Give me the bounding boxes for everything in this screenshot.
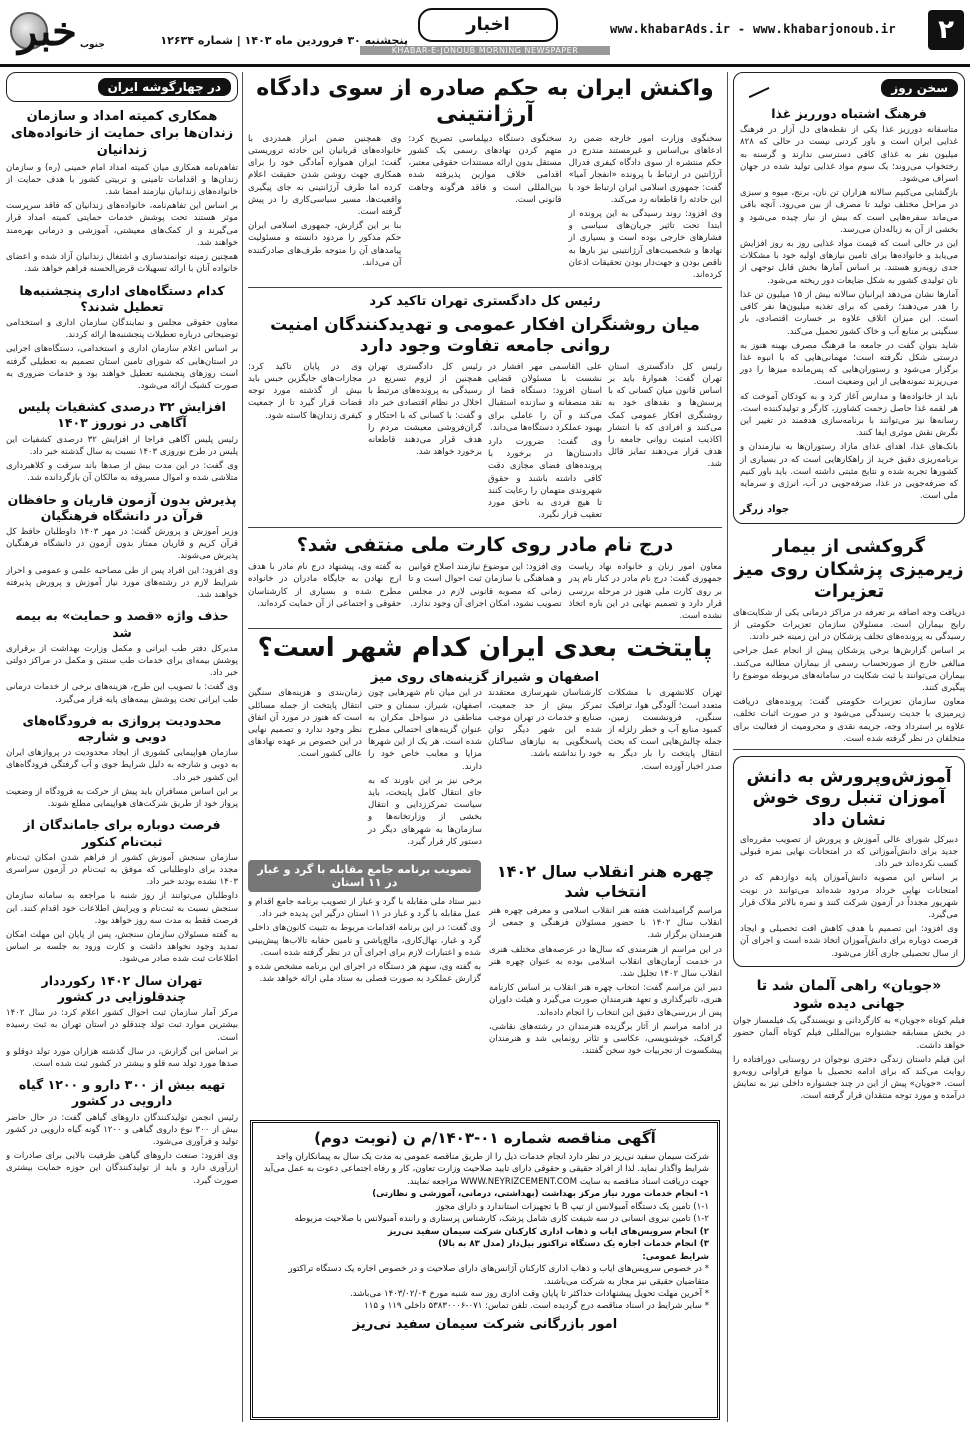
section-header: در چهارگوشه ایران <box>98 78 231 96</box>
paragraph: به گفته مسئولان سازمان سنجش، پس از پایان این مهلت امکان تمدید وجود نخواهد داشت و کارت ورود به جلسه بر اساس اطلاعات ثبت شده صادر می‌شود. <box>6 930 238 965</box>
tender-ad <box>250 1120 720 1420</box>
ad-item: ۱-۲) تامین نیروی انسانی در سه شیفت کاری شامل پزشک، کارشناس پرستاری و راننده آمبولانس با صلاحیت مربوطه <box>294 1214 709 1225</box>
headline: پذیرش بدون آزمون قاریان و حافظان قرآن در دانشگاه فرهنگیان <box>7 491 237 523</box>
paragraph: دریافت وجه اضافه بر تعرفه در مراکز درمانی یکی از شکایت‌های رایج بیماران است. مسئولان سازمان تعزیرات حکومتی از رسیدگی به پرونده‌های تخلف پزشکان در این زمینه خبر دادند. <box>733 607 965 643</box>
editorial-header: سخن روز <box>881 79 958 97</box>
article-body <box>733 607 965 745</box>
article-body <box>6 643 238 706</box>
paragraph: رئیس کل دادگستری تهران همچنین از لزوم تسریع در رسیدگی به پرونده‌های مرتبط با اخلال در نظام اقتصادی خبر داد و گفت: با کسانی که با احتکار و گران‌فروشی معیشت مردم را هدف قرار می‌دهند قاطعانه برخورد خواهد شد. <box>368 361 482 458</box>
paragraph: وی افزود: این موضوع نیازمند اصلاح قوانین و هماهنگی با سازمان ثبت احوال است و تا زمانی که مصوبه قانونی لازم در مجلس تصویب نشود، امکان اجرای آن وجود ندارد. <box>408 562 562 609</box>
paragraph: مدیرکل دفتر طب ایرانی و مکمل وزارت بهداشت از برقراری پوشش بیمه‌ای برای خدمات طب سنتی و مکمل در مراکز دولتی خبر داد. <box>6 643 238 679</box>
ad-item: ۱-۱) تامین یک دستگاه آمبولانس از تیپ B با تجهیزات استاندارد و دارای مجوز <box>436 1201 709 1212</box>
headline-bar: تصویب برنامه جامع مقابله با گرد و غبار در ۱۱ استان <box>248 860 481 892</box>
headline: چهره هنر انقلاب سال ۱۴۰۲ انتخاب شد <box>496 861 715 901</box>
article-body <box>6 1007 238 1070</box>
website-urls[interactable]: www.khabarAds.ir - www.khabarjonoub.ir <box>610 22 896 36</box>
logo-subtext: جنوب <box>80 40 105 50</box>
divider <box>248 628 722 629</box>
headline: فرصت دوباره برای جاماندگان از ثبت‌نام کنکور <box>23 817 221 849</box>
paragraph: دبیرکل شورای عالی آموزش و پرورش از تصویب مقرره‌ای جدید برای دانش‌آموزانی که در امتحانات نهایی نمره قبولی کسب نکرده‌اند خبر داد. <box>740 834 958 870</box>
paragraph: باید از خانواده‌ها و مدارس آغاز کرد و به کودکان آموخت که هر لقمه غذا حاصل زحمت کشاورز، کارگر و تولیدکننده است. رسانه‌ها نیز می‌توانند با برنامه‌سازی هدفمند در تغییر این نگرش نقش موثری ایفا کنند. <box>740 391 958 439</box>
ad-body <box>261 1151 709 1313</box>
article-body <box>740 834 958 960</box>
headline: گروکشی از بیمار زیرمیزی پزشکان روی میز تعزیرات <box>734 536 964 603</box>
column-divider <box>242 72 243 1422</box>
article-body <box>6 1112 238 1187</box>
english-masthead: KHABAR-E-JONOUB MORNING NEWSPAPER <box>360 46 610 55</box>
paragraph: متاسفانه دورریز غذا یکی از نقطه‌های دل آزار در فرهنگ غذایی ایران است و باور کردنی نیست در حالی که ۸۲۸ میلیون نفر به غذای کافی دسترسی ندارند و گرسنه به رختخواب می‌روند؛ یک سوم مواد غذایی تولید شده در جهان اسراف می‌شود. <box>740 125 958 185</box>
paragraph: در این میان نام شهرهایی چون اصفهان، شیراز، سمنان و حتی مناطقی در سواحل مکران به عنوان گزینه‌های احتمالی مطرح شده است. هر یک از این شهرها مزایا و معایب خاص خود را دارند. <box>368 688 482 772</box>
editorial-body <box>740 124 958 502</box>
article-body <box>733 1015 965 1102</box>
headline: تهران سال ۱۴۰۲ رکورددار چندقلوزایی در کشور <box>41 972 203 1004</box>
paragraph: این فیلم داستان زندگی دختری نوجوان در روستایی دورافتاده را روایت می‌کند که برای ادامه تحصیل با موانع فراوانی روبه‌رو است. «جویان» پیش از این در چند جشنواره داخلی نیز به نمایش درآمده و مورد توجه منتقدان قرار گرفته است. <box>733 1054 965 1102</box>
article-body <box>489 905 722 1057</box>
ad-item: ۳) انجام خدمات اجاره یک دستگاه تراکتور بیل‌دار (مدل ۸۳ به بالا) <box>438 1239 709 1250</box>
paragraph: بر اساس این مصوبه دانش‌آموزان پایه دوازدهم که در امتحانات نهایی خرداد مردود شده‌اند می‌توانند در نوبت شهریور مجدداً در آزمون شرکت کنند و نمره بالاتر ملاک قرار می‌گیرد. <box>740 873 958 921</box>
paragraph: برخی نیز بر این باورند که به جای انتقال کامل پایتخت، باید سیاست تمرکززدایی و انتقال بخشی از وزارتخانه‌ها و سازمان‌ها به شهرهای دیگر در دستور کار قرار گیرد. <box>368 775 482 847</box>
headline: محدودیت پروازی به فرودگاه‌های دوبی و شارجه <box>22 712 222 745</box>
article-body <box>248 687 722 850</box>
paragraph: به گفته وی، سهم هر دستگاه در اجرای این برنامه مشخص شده و گزارش عملکرد به صورت فصلی به ستاد ملی ارائه خواهد شد. <box>248 961 481 985</box>
section-title: اخبار <box>418 8 558 42</box>
ad-condition: * آخرین مهلت تحویل پیشنهادات حداکثر تا پایان وقت اداری روز سه شنبه مورخ ۱۴۰۳/۰۲/۰۴ می‌باشد. <box>350 1288 709 1299</box>
paragraph: وی گفت: ضرورت دارد دادستان‌ها در برخورد با پرونده‌های فضای مجازی دقت کافی داشته باشند و حقوق شهروندی متهمان را رعایت کنند تا هیچ فردی به ناحق مورد تعقیب قرار نگیرد. <box>488 436 602 521</box>
paragraph: همچنین زمینه توانمندسازی و اشتغال زندانیان آزاد شده و اعضای خانواده آنان با ارائه تسهیلات قرض‌الحسنه فراهم خواهد شد. <box>6 252 238 275</box>
paragraph: بر اساس این گزارش، در سال گذشته هزاران مورد تولد دوقلو و صدها مورد تولد سه قلو و بیشتر در کشور ثبت شده است. <box>6 1046 238 1069</box>
page-number: ۲ <box>928 10 964 50</box>
left-column <box>6 72 238 1422</box>
paragraph: وی گفت: در این برنامه اقدامات مربوط به تثبیت کانون‌های داخلی گرد و غبار، نهال‌کاری، مالچ‌پاشی و تامین حقابه تالاب‌ها پیش‌بینی شده و اعتبارات لازم برای اجرای آن در نظر گرفته شده است. <box>248 923 481 958</box>
paragraph: وی گفت: در این مدت بیش از صدها باند سرقت و کلاهبرداری متلاشی شده و اموال مسروقه به مالکان آن بازگردانده شد. <box>6 461 238 484</box>
paragraph: مرکز آمار سازمان ثبت احوال کشور اعلام کرد: در سال ۱۴۰۲ بیشترین موارد ثبت تولد چندقلو در استان تهران به ثبت رسیده است. <box>6 1008 238 1043</box>
headline: افزایش ۳۲ درصدی کشفیات پلیس آگاهی در نوروز ۱۴۰۳ <box>18 399 226 431</box>
paragraph: وزیر آموزش و پرورش گفت: در مهر ۱۴۰۳ داوطلبان حافظ کل قرآن کریم و قاریان ممتاز بدون آزمون در دانشگاه فرهنگیان پذیرش می‌شوند. <box>6 527 238 562</box>
ad-item: ۲) انجام سرویس‌های ایاب و ذهاب اداری کارکنان شرکت سیمان سفید نی‌ریز <box>387 1226 709 1237</box>
paragraph: سازمان هواپیمایی کشوری از ایجاد محدودیت در پروازهای ایران به دوبی و شارجه به دلیل شرایط جوی و آب گرفتگی فرودگاه‌های این کشور خبر داد. <box>6 748 238 783</box>
paragraph: این در حالی است که قیمت مواد غذایی روز به روز افزایش می‌یابد و خانواده‌ها برای تامین نیازهای اولیه خود با مشکلات جدی روبه‌رو هستند. بر اساس آمارها بخش قابل توجهی از نان تولیدی کشور به شکل ضایعات دور ریخته می‌شود. <box>740 239 958 286</box>
paragraph: رئیس انجمن تولیدکنندگان داروهای گیاهی گفت: در حال حاضر بیش از ۳۰۰ نوع داروی گیاهی و ۱۲۰۰ گونه گیاه دارویی در کشور تولید و فرآوری می‌شود. <box>6 1112 238 1148</box>
paragraph: رئیس کل دادگستری استان تهران گفت: هموارۀ باید بر اساس قانون میان کسانی که با پرسش‌ها و نقدهای خود به روشنگری افکار عمومی کمک می‌کنند و افرادی که با انتشار اکاذیب امنیت روانی جامعه را هدف قرار می‌دهند تمایز قائل شد. <box>608 361 722 470</box>
paragraph: وی همچنین ضمن ابراز همدردی با خانواده‌های قربانیان این حادثه تروریستی گفت: ایران همواره آمادگی خود را برای همکاری جهت روشن شدن حقیقت اعلام کرده اما طرف آرژانتینی به جای پیگیری واقعیت‌ها، مسیر سیاسی‌کاری را در پیش گرفته است. <box>248 133 402 217</box>
paragraph: تهران کلانشهری با مشکلات متعدد است؛ آلودگی هوا، ترافیک سنگین، فرونشست زمین، کمبود منابع آب و خطر زلزله از جمله چالش‌هایی است که بحث انتقال پایتخت را بار دیگر به صدر اخبار آورده است. <box>608 688 722 772</box>
paragraph: رئیس پلیس آگاهی فراجا از افزایش ۳۲ درصدی کشفیات این پلیس در طرح نوروزی ۱۴۰۳ نسبت به سال گذشته خبر داد. <box>6 434 238 457</box>
headline: پایتخت بعدی ایران کدام شهر است؟ <box>257 633 713 664</box>
paragraph: داوطلبان می‌توانند از روز شنبه با مراجعه به سامانه سازمان سنجش نسبت به ثبت‌نام و ویرایش اطلاعات خود اقدام کنند. این فرصت فقط به مدت سه روز خواهد بود. <box>6 891 238 926</box>
newspaper-logo <box>8 4 116 58</box>
kicker: رئیس کل دادگستری تهران تاکید کرد <box>369 294 601 310</box>
paragraph: علی القاسمی مهر افشار در نشست با مسئولان قضایی استان افزود: دستگاه قضا از نقد منصفانه و سازنده استقبال می‌کند و آن را عاملی برای بهبود عملکرد دستگاه‌ها می‌داند. <box>488 361 602 433</box>
editorial-byline: جواد زرگر <box>740 504 790 516</box>
paragraph: معاون سازمان تعزیرات حکومتی گفت: پرونده‌های دریافت زیرمیزی با جدیت رسیدگی می‌شود و در صورت اثبات تخلف، علاوه بر استرداد وجه، جریمه نقدی و محرومیت از فعالیت برای متخلفان در نظر گرفته شده است. <box>733 697 965 744</box>
masthead <box>0 0 970 67</box>
article-body <box>248 896 481 985</box>
paragraph: در ادامه مراسم از آثار برگزیده هنرمندان در رشته‌های نقاشی، گرافیک، خوشنویسی، عکاسی و تئاتر رونمایی شد و هنرمندان پیشکسوت از تجربیات خود سخن گفتند. <box>489 1021 722 1057</box>
article-body <box>248 361 722 524</box>
paragraph: مراسم گرامیداشت هفته هنر انقلاب اسلامی و معرفی چهره هنر انقلاب سال ۱۴۰۲ با حضور مسئولان فرهنگی و جمعی از هنرمندان برگزار شد. <box>489 905 722 941</box>
headline: تهیه بیش از ۳۰۰ دارو و ۱۲۰۰ گیاه دارویی در کشور <box>18 1077 226 1109</box>
column-divider <box>727 72 728 1422</box>
paragraph: سخنگوی وزارت امور خارجه ضمن رد ادعاهای بی‌اساس و غیرمستند مندرج در حکم منتشره از سوی دادگاه کیفری فدرال آرژانتین در ارتباط با پرونده «انفجار آمیا» گفت: جمهوری اسلامی ایران ارتباط خود با این حادثه را قاطعانه رد می‌کند. <box>568 133 722 205</box>
ad-conditions-title: شرایط عمومی: <box>642 1251 709 1262</box>
logo-text: خبر <box>18 8 77 55</box>
article-body <box>6 434 238 485</box>
paragraph: وی در پایان تاکید کرد: مجازات‌های جایگزین حبس باید بیش از گذشته مورد توجه قضات قرار گیرد تا از جمعیت کیفری زندان‌ها کاسته شود. <box>248 361 362 421</box>
headline: «جویان» راهی آلمان شد تا جهانی دیده شود <box>756 977 942 1013</box>
paragraph: معاون حقوقی مجلس و نمایندگان سازمان اداری و استخدامی توضیحاتی درباره تعطیلات پنجشنبه‌ها ارائه کردند. <box>6 318 238 341</box>
paragraph: وی افزود: این افراد پس از طی مصاحبه علمی و عمومی و احراز شرایط لازم در رشته‌های مورد نیاز آموزش و پرورش پذیرفته خواهند شد. <box>6 565 238 601</box>
paragraph: وی افزود: این تصمیم با هدف کاهش افت تحصیلی و ایجاد فرصت دوباره برای دانش‌آموزان اتخاذ شده است و اجرای آن از سال تحصیلی جاری آغاز می‌شود. <box>740 924 958 959</box>
education-box <box>733 756 965 967</box>
right-column <box>733 72 965 1422</box>
ad-signature: امور بازرگانی شرکت سیمان سفید نی‌ریز <box>352 1316 618 1332</box>
kicker: اصفهان و شیراز گزینه‌های روی میز <box>370 670 600 686</box>
ad-condition: * سایر شرایط در اسناد مناقصه درج گردیده است. تلفن تماس: ۰۷۱-۵۳۸۳۰۰۰۶ داخلی ۱۱۹ و ۱۱۵ <box>364 1301 709 1312</box>
paragraph: زمان‌بندی و هزینه‌های سنگین انتقال پایتخت از جمله مسائلی است که هنوز در مورد آن اتفاق نظر وجود ندارد و تصمیم نهایی در این خصوص بر عهده نهادهای عالی کشور است. <box>248 688 362 760</box>
editorial-title: فرهنگ اشتباه دورریز غذا <box>771 106 927 121</box>
divider <box>733 749 965 750</box>
story-right <box>489 856 722 1059</box>
divider <box>248 527 722 528</box>
paragraph: فیلم کوتاه «جویان» به کارگردانی و نویسندگی یک فیلمساز جوان در بخش مسابقه جشنواره بین‌المللی فیلم کوتاه آلمان حضور خواهد داشت. <box>733 1016 965 1051</box>
paragraph: سخنگوی دستگاه دیپلماسی تصریح کرد: متهم کردن نهادهای رسمی یک کشور مستقل بدون ارائه مستندات حقوقی معتبر، اقدامی خلاف موازین پذیرفته شده بین‌المللی است و فاقد هرگونه وجاهت قانونی است. <box>408 133 562 205</box>
issue-date: پنجشنبه ۳۰ فروردین ماه ۱۴۰۳ | شماره ۱۲۶۳۴ <box>160 34 408 47</box>
paragraph: دبیر ستاد ملی مقابله با گرد و غبار از تصویب برنامه جامع اقدام و عمل مقابله با گرد و غبار در ۱۱ استان درگیر این پدیده خبر داد. <box>248 896 481 920</box>
paragraph: بازگشایی می‌کنیم سالانه هزاران تن نان، برنج، میوه و سبزی در مراحل مختلف تولید تا مصرف از بین می‌رود. آنچه باقی می‌ماند سفره‌هایی است که بیش از نیاز چیده می‌شود و بخشی از آن به زباله‌دان می‌رسد. <box>740 188 958 235</box>
ad-item: ۱- انجام خدمات مورد نیاز مرکز بهداشت (بهداشتی، درمانی، آموزشی و نظارتی) <box>372 1189 709 1200</box>
paragraph: سازمان سنجش آموزش کشور از فراهم شدن امکان ثبت‌نام مجدد برای داوطلبانی که موفق به ثبت‌نام در آزمون سراسری ۱۴۰۳ نشده بودند خبر داد. <box>6 852 238 888</box>
article-body <box>6 162 238 276</box>
paragraph: بنا بر این گزارش، جمهوری اسلامی ایران حکم مذکور را مردود دانسته و مسئولیت پیامدهای آن را متوجه طرف‌های صادرکننده آن می‌داند. <box>248 221 402 268</box>
paragraph: بر این اساس مسافران باید پیش از حرکت به فرودگاه از وضعیت پرواز خود از طریق شرکت‌های هواپیمایی مطلع شوند. <box>6 786 238 810</box>
paragraph: بر اساس این تفاهم‌نامه، خانواده‌های زندانیان که فاقد سرپرست موثر هستند تحت پوشش خدمات حمایتی کمیته امداد قرار می‌گیرند و از کمک‌های معیشتی، آموزشی و درمانی بهره‌مند خواهند شد. <box>6 201 238 248</box>
ad-intro: شرکت سیمان سفید نی‌ریز در نظر دارد انجام خدمات ذیل را از طریق مناقصه عمومی به مدت یک سال به پیمانکاران واجد شرایط واگذار نماید. لذا از افراد حقیقی و حقوقی دارای تایید صلاحیت وزارت تعاون، کار و رفاه اجتماعی دعوت به عمل می‌آید جهت دریافت اسناد مناقصه به سایت WWW.NEYRIZCEMENT.COM مراجعه نمایند. <box>263 1152 709 1187</box>
headline: همکاری کمیته امداد و سازمان زندان‌ها برای حمایت از خانواده‌های زندانیان <box>10 109 234 158</box>
article-body <box>6 747 238 810</box>
lead-article <box>248 133 722 283</box>
article-body <box>6 852 238 966</box>
paragraph: وی افزود: صنعت داروهای گیاهی ظرفیت بالایی برای صادرات و ارزآوری دارد و باید از تولیدکنندگان این حوزه حمایت بیشتری صورت گیرد. <box>6 1151 238 1186</box>
lead-headline: واکنش ایران به حکم صادره از سوی دادگاه آرژانتینی <box>256 76 714 128</box>
ad-condition: * در خصوص سرویس‌های ایاب و ذهاب اداری کارکنان آژانس‌های دارای صلاحیت و در خصوص اجاره یک دستگاه تراکتور متقاضیان حقیقی نیز مجاز به شرکت می‌باشند. <box>288 1264 709 1287</box>
paragraph: به گفته وی، پیشنهاد درج نام مادر با هدف ارج نهادن به جایگاه مادران در خانواده مطرح شده و بسیاری از کارشناسان حقوقی و اجتماعی از آن حمایت کرده‌اند. <box>248 562 402 609</box>
article-body <box>248 561 722 624</box>
headline: درج نام مادر روی کارت ملی منتفی شد؟ <box>296 534 674 557</box>
headline: کدام دستگاه‌های اداری پنجشنبه‌ها تعطیل شدند؟ <box>19 282 225 314</box>
paragraph: معاون امور زنان و خانواده نهاد ریاست جمهوری گفت: درج نام مادر در کنار نام پدر بر روی کارت ملی هنوز در مرحله بررسی قرار دارد و تصمیم نهایی در این باره اتخاذ نشده است. <box>568 562 722 621</box>
headline: حذف واژه «قصد و حمایت» به بیمه شد <box>15 608 229 640</box>
article-body <box>6 317 238 392</box>
center-column <box>248 72 722 1112</box>
paragraph: دبیر این مراسم گفت: انتخاب چهره هنر انقلاب بر اساس کارنامه هنری، تاثیرگذاری و تعهد هنرمندان صورت می‌گیرد و هیئت داوران پس از بررسی‌های دقیق این انتخاب را انجام داده‌اند. <box>489 983 722 1018</box>
paragraph: بر اساس اعلام سازمان اداری و استخدامی، دستگاه‌های اجرایی در استان‌هایی که شورای تامین استان تصمیم به تعطیلی گرفته است روزهای پنجشنبه تعطیل خواهند بود و خدمات ضروری به صورت کشیک ارائه می‌شود. <box>6 344 238 392</box>
story-left <box>248 856 481 1059</box>
bottom-stories <box>248 856 722 1059</box>
paragraph: در این مراسم از هنرمندی که سال‌ها در عرصه‌های مختلف هنری در خدمت آرمان‌های انقلاب اسلامی بوده به عنوان چهره هنر انقلاب سال ۱۴۰۲ تجلیل شد. <box>489 944 722 979</box>
article-body <box>6 526 238 601</box>
headline: میان روشنگران افکار عمومی و تهدیدکنندگان امنیت روانی جامعه تفاوت وجود دارد <box>270 315 700 357</box>
ad-title: آگهی مناقصه شماره ۰۱-۱۴۰۳/م ن (نوبت دوم) <box>314 1129 656 1147</box>
paragraph: آمارها نشان می‌دهد ایرانیان سالانه بیش از ۱۵ میلیون تن غذا را هدر می‌دهند؛ رقمی که برای تغذیه میلیون‌ها نفر کافی است. این میزان اتلاف علاوه بر خسارت اقتصادی، بار سنگینی بر منابع آب و خاک کشور تحمیل می‌کند. <box>740 289 958 337</box>
paragraph: تفاهم‌نامه همکاری میان کمیته امداد امام خمینی (ره) و سازمان زندان‌ها و اقدامات تامینی و تربیتی کشور با هدف حمایت از خانواده‌های زندانیان نیازمند امضا شد. <box>6 162 238 198</box>
divider <box>248 287 722 288</box>
paragraph: بانک‌های غذا، اهدای غذای مازاد رستوران‌ها به نیازمندان و برنامه‌ریزی دقیق خرید از راهکارهایی است که در بسیاری از کشورها تجربه شده و نتایج مثبتی داشته است. باید باور کنیم که صرفه‌جویی در غذا، صرفه‌جویی در آب، انرژی و سرمایه ملی است. <box>740 442 958 502</box>
section-header-box <box>6 72 238 102</box>
paragraph: بر اساس گزارش‌ها برخی پزشکان پیش از انجام عمل جراحی مبالغی خارج از صورتحساب رسمی از بیماران مطالبه می‌کنند. بیماران می‌توانند با ثبت شکایت در سامانه‌های مربوطه موضوع را پیگیری کنند. <box>733 646 965 694</box>
editorial-box <box>733 72 965 524</box>
paragraph: شاید بتوان گفت در جامعه ما فرهنگ مصرف بهینه هنوز به درستی شکل نگرفته است؛ مهمانی‌هایی که با انبوه غذا برگزار می‌شود و رستوران‌هایی که پس‌مانده میزها را دور می‌ریزند نمونه‌هایی از این وضعیت است. <box>740 340 958 388</box>
paragraph: وی افزود: روند رسیدگی به این پرونده از ابتدا تحت تاثیر جریان‌های سیاسی و فشارهای خارجی بوده است و بسیاری از نهادها و شخصیت‌های آرژانتینی نیز بارها به ناقص بودن و جهت‌دار بودن تحقیقات اذعان کرده‌اند. <box>568 209 722 281</box>
paragraph: کارشناسان شهرسازی معتقدند تمرکز بیش از حد جمعیت، صنایع و خدمات در تهران موجب شده این شهر دیگر توان پاسخگویی به نیازهای ساکنان خود را نداشته باشد. <box>488 688 602 760</box>
paragraph: وی گفت: با تصویب این طرح، هزینه‌های برخی از خدمات درمانی طب ایرانی تحت پوشش بیمه‌های پایه قرار می‌گیرد. <box>6 682 238 705</box>
pen-icon <box>744 78 769 98</box>
headline: آموزش‌وپرورش به دانش آموزان تنبل روی خوش نشان داد <box>746 767 952 830</box>
